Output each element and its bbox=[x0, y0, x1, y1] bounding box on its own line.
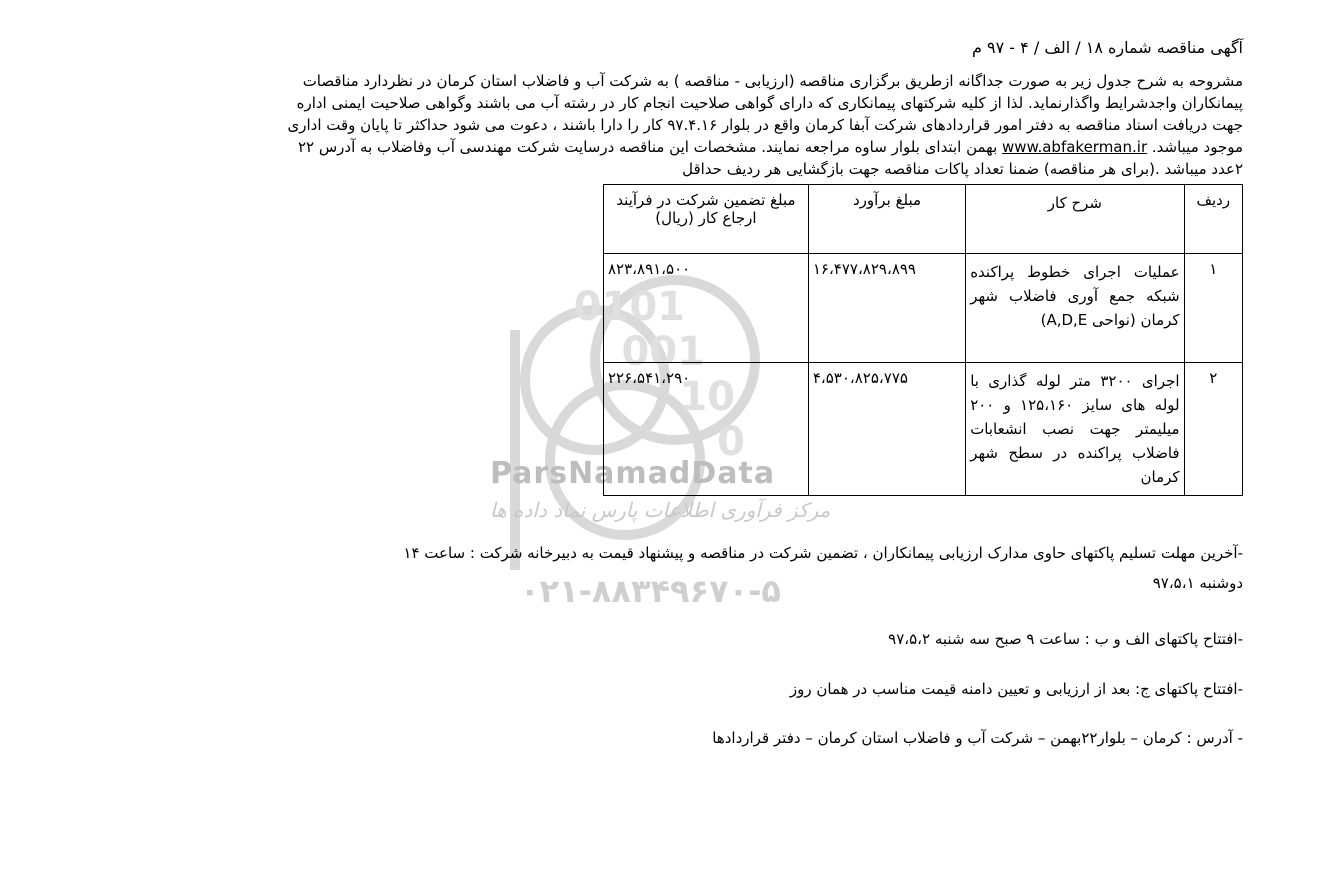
table-row bbox=[604, 254, 1243, 363]
company-website-link[interactable]: www.abfakerman.ir bbox=[1002, 138, 1148, 156]
header-row-number: ردیف bbox=[1184, 185, 1242, 254]
opening-ab-note: -افتتاح پاکتهای الف و ب : ساعت ۹ صبح سه شنبه ۹۷،۵،۲ bbox=[888, 630, 1243, 648]
watermark-brand-name: ParsNamadData bbox=[490, 456, 776, 491]
intro-line-4-start: موجود میباشد. bbox=[1147, 138, 1243, 156]
watermark-phone: ۰۲۱-۸۸۳۴۹۶۷۰-۵ bbox=[520, 572, 781, 610]
deadline-line-1: -آخرین مهلت تسلیم پاکتهای حاوی مدارک ارزیابی پیمانکاران ، تضمین شرکت در مناقصه و پیشنهاد قیمت به دبیرخانه شرکت : ساعت ۱۴ bbox=[403, 544, 1243, 562]
svg-text:0101: 0101 bbox=[573, 284, 685, 330]
intro-line-3: جهت دریافت اسناد مناقصه به دفتر امور قراردادهای شرکت آبفا کرمان واقع در بلوار ۹۷.۴.۱۶ کار را دارا باشند ، دعوت می شود حداکثر تا پایان وقت اداری bbox=[287, 116, 1243, 134]
submission-deadline-note bbox=[33, 544, 1243, 592]
intro-paragraph bbox=[83, 70, 1243, 180]
svg-text:0: 0 bbox=[717, 419, 745, 465]
notice-title: آگهی مناقصه شماره ۱۸ / الف / ۴ - ۹۷ م bbox=[972, 38, 1243, 57]
header-description: شرح کار bbox=[966, 185, 1184, 254]
opening-c-note: -افتتاح پاکتهای ج: بعد از ارزیابی و تعیین دامنه قیمت مناسب در همان روز bbox=[789, 680, 1243, 698]
header-guarantee: مبلغ تضمین شرکت در فرآیند ارجاع کار (ریال) bbox=[604, 185, 809, 254]
row-description: عملیات اجرای خطوط پراکنده شبکه جمع آوری فاضلاب شهر کرمان (نواحی A,D,E) bbox=[966, 254, 1184, 363]
intro-line-4 bbox=[83, 136, 1243, 158]
tender-table bbox=[603, 184, 1243, 496]
watermark-subtitle: مرکز فرآوری اطلاعات پارس نماد داده ها bbox=[490, 498, 831, 522]
row-guarantee: ۲۲۶،۵۴۱،۲۹۰ bbox=[604, 363, 809, 496]
row-estimate: ۱۶،۴۷۷،۸۲۹،۸۹۹ bbox=[808, 254, 965, 363]
address-note: - آدرس : کرمان – بلوار۲۲بهمن – شرکت آب و فاضلاب استان کرمان – دفتر قراردادها bbox=[712, 729, 1243, 747]
svg-text:001: 001 bbox=[621, 329, 705, 375]
row-number: ۱ bbox=[1184, 254, 1242, 363]
deadline-line-2: دوشنبه ۹۷،۵،۱ bbox=[1152, 574, 1243, 592]
row-description: اجرای ۳۲۰۰ متر لوله گذاری با لوله های سایز ۱۲۵،۱۶۰ و ۲۰۰ میلیمتر جهت نصب انشعابات فاضلاب پراکنده در سطح شهر کرمان bbox=[966, 363, 1184, 496]
row-estimate: ۴،۵۳۰،۸۲۵،۷۷۵ bbox=[808, 363, 965, 496]
row-guarantee: ۸۲۳،۸۹۱،۵۰۰ bbox=[604, 254, 809, 363]
table-row bbox=[604, 363, 1243, 496]
header-estimate: مبلغ برآورد bbox=[808, 185, 965, 254]
intro-line-2: پیمانکاران واجدشرایط واگذارنماید. لذا از کلیه شرکتهای پیمانکاری که دارای گواهی صلاحیت انجام کار در رشته آب می باشند وگواهی صلاحیت ایمنی اداره bbox=[296, 94, 1243, 112]
table-header-row bbox=[604, 185, 1243, 254]
intro-line-1: مشروحه به شرح جدول زیر به صورت جداگانه ازطریق برگزاری مناقصه (ارزیابی - مناقصه ) به شرکت آب و فاضلاب استان کرمان در نظردارد مناقصات bbox=[302, 72, 1243, 90]
svg-text:10: 10 bbox=[679, 374, 735, 420]
row-number: ۲ bbox=[1184, 363, 1242, 496]
intro-line-5: ۲عدد میباشد .(برای هر مناقصه) ضمنا تعداد پاکات مناقصه جهت بازگشایی هر ردیف حداقل bbox=[682, 160, 1243, 178]
intro-line-4-end: بهمن ابتدای بلوار ساوه مراجعه نمایند. مشخصات این مناقصه درسایت شرکت مهندسی آب وفاضلاب به آدرس ۲۲ bbox=[297, 138, 1003, 156]
